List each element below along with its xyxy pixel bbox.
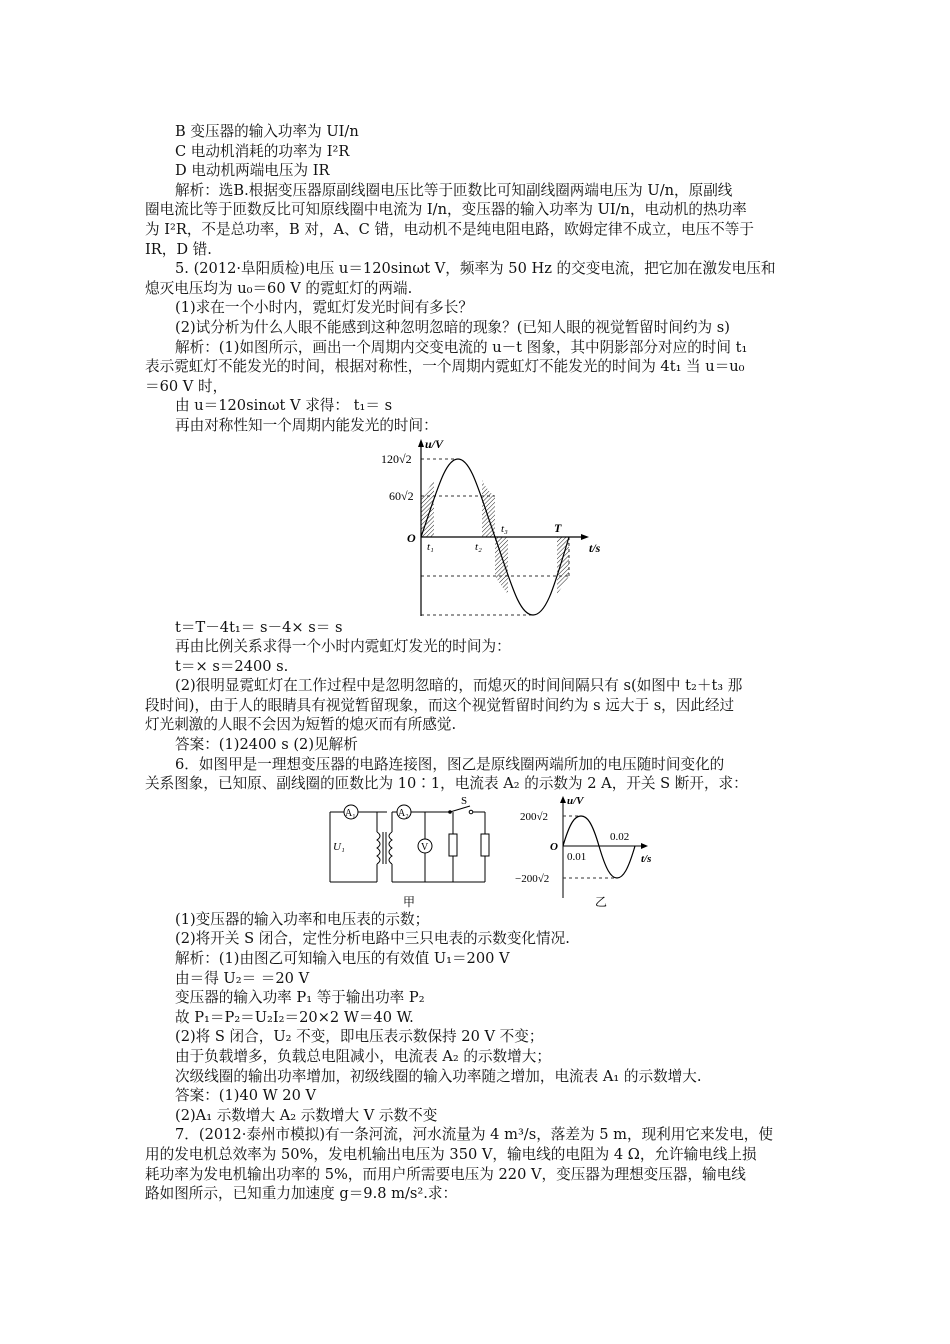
problem-5-line-1: 5. (2012·阜阳质检)电压 u＝120sinωt V，频率为 50 Hz 的交变电流，把它加在激发电压和 bbox=[175, 260, 776, 278]
graph2-tick-neg: −200√2 bbox=[515, 872, 550, 885]
solution-5-line-9: (2)很明显霓虹灯在工作过程中是忽明忽暗的，而熄灭的时间间隔只有 s(如图中 t₂＋t₃ 那 bbox=[175, 677, 743, 695]
problem-7-line-4: 路如图所示，已知重力加速度 g＝9.8 m/s².求： bbox=[145, 1185, 458, 1203]
solution-6-line-4: 故 P₁＝P₂＝U₂I₂＝20×2 W＝40 W. bbox=[175, 1008, 414, 1026]
shade-region-1 bbox=[421, 480, 434, 537]
shade-region-4 bbox=[557, 537, 569, 594]
solution-6-line-6: 由于负载增多，负载总电阻减小，电流表 A₂ 的示数增大； bbox=[175, 1048, 551, 1065]
solution-4-line-2: 圈电流比等于匝数反比可知原线圈中电流为 I/n，变压器的输入功率为 UI/n，电动机的热功率 bbox=[145, 201, 747, 219]
label-t2: t₂ bbox=[475, 540, 482, 553]
solution-5-line-1: 解析：(1)如图所示，画出一个周期内交变电流的 u－t 图象，其中阴影部分对应的时间 t₁ bbox=[175, 338, 748, 356]
switch-label: S bbox=[461, 794, 468, 807]
solution-6-line-3: 变压器的输入功率 P₁ 等于输出功率 P₂ bbox=[175, 989, 425, 1007]
solution-4-line-3: 为 I²R，不是总功率，B 对，A、C 错，电动机不是纯电阻电路，欧姆定律不成立，电压不等于 bbox=[145, 220, 754, 238]
solution-5-line-11: 灯光刺激的人眼不会因为短暂的熄灭而有所感觉. bbox=[145, 716, 457, 734]
solution-4-line-4: IR，D 错. bbox=[145, 240, 212, 258]
x-arrow bbox=[581, 534, 589, 540]
solution-5-line-4: 由 u＝120sinωt V 求得： t₁＝ s bbox=[175, 397, 393, 415]
problem-6-q2: (2)将开关 S 闭合，定性分析电路中三只电表的示数变化情况. bbox=[175, 930, 570, 948]
shade-region-2 bbox=[482, 480, 495, 537]
document-page bbox=[145, 122, 810, 1204]
option-b: B 变压器的输入功率为 UI/n bbox=[175, 123, 359, 140]
origin-label: O bbox=[407, 530, 416, 545]
problem-6-line-1: 6．如图甲是一理想变压器的电路连接图，图乙是原线圈两端所加的电压随时间变化的 bbox=[175, 755, 725, 773]
solution-6-line-2: 由＝得 U₂＝ ＝20 V bbox=[175, 969, 310, 987]
solution-4-line-1: 解析：选B.根据变压器原副线圈电压比等于匝数比可知副线圈两端电压为 U/n，原副线 bbox=[175, 181, 733, 199]
graph2-x-arrow bbox=[641, 843, 648, 849]
figure-circuit-and-graph bbox=[145, 794, 810, 910]
problem-5-q2: (2)试分析为什么人眼不能感到这种忽明忽暗的现象？(已知人眼的视觉暂留时间约为 s) bbox=[175, 318, 730, 336]
solution-5-line-6: t＝T－4t₁＝ s－4× s＝ s bbox=[175, 618, 343, 636]
answer-6-line-1: 答案：(1)40 W 20 V bbox=[175, 1087, 317, 1105]
solution-6-line-1: 解析：(1)由图乙可知输入电压的有效值 U₁＝200 V bbox=[175, 950, 510, 968]
graph2-t1: 0.01 bbox=[567, 850, 587, 863]
graph2-t2: 0.02 bbox=[610, 830, 630, 843]
x-axis-label: t/s bbox=[589, 540, 601, 555]
graph2-sine-curve bbox=[563, 816, 635, 878]
label-T: T bbox=[554, 520, 562, 535]
solution-5-line-5: 再由对称性知一个周期内能发光的时间： bbox=[175, 416, 438, 434]
graph2-tick-pos: 200√2 bbox=[520, 810, 549, 823]
u1-label: U₁ bbox=[333, 840, 345, 853]
figure-sine-wave bbox=[145, 436, 810, 616]
y-arrow bbox=[418, 439, 424, 447]
graph2-x-label: t/s bbox=[641, 852, 652, 865]
y-axis-label: u/V bbox=[425, 436, 444, 451]
graph2-origin: O bbox=[550, 840, 558, 853]
problem-7-line-1: 7．(2012·泰州市模拟)有一条河流，河水流量为 4 m³/s，落差为 5 m，现利用它来发电，使 bbox=[175, 1126, 773, 1144]
problem-6-line-2: 关系图象，已知原、副线圈的匝数比为 10∶1，电流表 A₂ 的示数为 2 A，开关 S 断开，求： bbox=[145, 775, 748, 793]
label-t1: t₁ bbox=[427, 540, 434, 553]
problem-5-line-2: 熄灭电压均为 u₀＝60 V 的霓虹灯的两端. bbox=[145, 279, 413, 297]
solution-6-line-5: (2)将 S 闭合，U₂ 不变，即电压表示数保持 20 V 不变； bbox=[175, 1028, 544, 1046]
tick-60: 60√2 bbox=[389, 488, 414, 503]
solution-5-line-8: t＝× s＝2400 s. bbox=[175, 657, 289, 675]
solution-5-line-3: ＝60 V 时， bbox=[145, 377, 228, 395]
ammeter-a1-label: A₁ bbox=[345, 807, 356, 819]
graph2-y-label: u/V bbox=[567, 794, 584, 807]
answer-6-line-2: (2)A₁ 示数增大 A₂ 示数增大 V 示数不变 bbox=[175, 1106, 438, 1124]
label-t3: t₃ bbox=[501, 522, 508, 535]
voltmeter-label: V bbox=[421, 841, 429, 853]
graph2-y-arrow bbox=[560, 796, 566, 803]
problem-6-q1: (1)变压器的输入功率和电压表的示数； bbox=[175, 910, 430, 928]
solution-6-line-7: 次级线圈的输出功率增加，初级线圈的输入功率随之增加，电流表 A₁ 的示数增大. bbox=[175, 1067, 702, 1085]
switch-pivot bbox=[448, 810, 452, 814]
problem-7-line-3: 耗功率为发电机输出功率的 5%，而用户所需要电压为 220 V，变压器为理想变压器，输电线 bbox=[145, 1165, 746, 1183]
tick-120: 120√2 bbox=[381, 451, 412, 466]
option-c: C 电动机消耗的功率为 I²R bbox=[175, 142, 350, 160]
solution-5-line-7: 再由比例关系求得一个小时内霓虹灯发光的时间为： bbox=[175, 638, 511, 656]
option-d: D 电动机两端电压为 IR bbox=[175, 162, 330, 180]
switch-contact bbox=[469, 810, 473, 814]
solution-5-line-2: 表示霓虹灯不能发光的时间，根据对称性，一个周期内霓虹灯不能发光的时间为 4t₁ 当 u＝u₀ bbox=[145, 358, 745, 376]
problem-7-line-2: 用的发电机总效率为 50%，发电机输出电压为 350 V，输电线的电阻为 4 Ω，允许输电线上损 bbox=[145, 1145, 757, 1163]
answer-5: 答案：(1)2400 s (2)见解析 bbox=[175, 736, 358, 754]
ammeter-a2-label: A₂ bbox=[398, 807, 409, 819]
solution-5-line-10: 段时间)，由于人的眼睛具有视觉暂留现象，而这个视觉暂留时间约为 s 远大于 s，因此经过 bbox=[145, 696, 735, 714]
caption-yi: 乙 bbox=[595, 894, 608, 909]
problem-5-q1: (1)求在一个小时内，霓虹灯发光时间有多长？ bbox=[175, 299, 473, 317]
caption-jia: 甲 bbox=[403, 894, 416, 909]
shade-region-3 bbox=[495, 537, 508, 594]
